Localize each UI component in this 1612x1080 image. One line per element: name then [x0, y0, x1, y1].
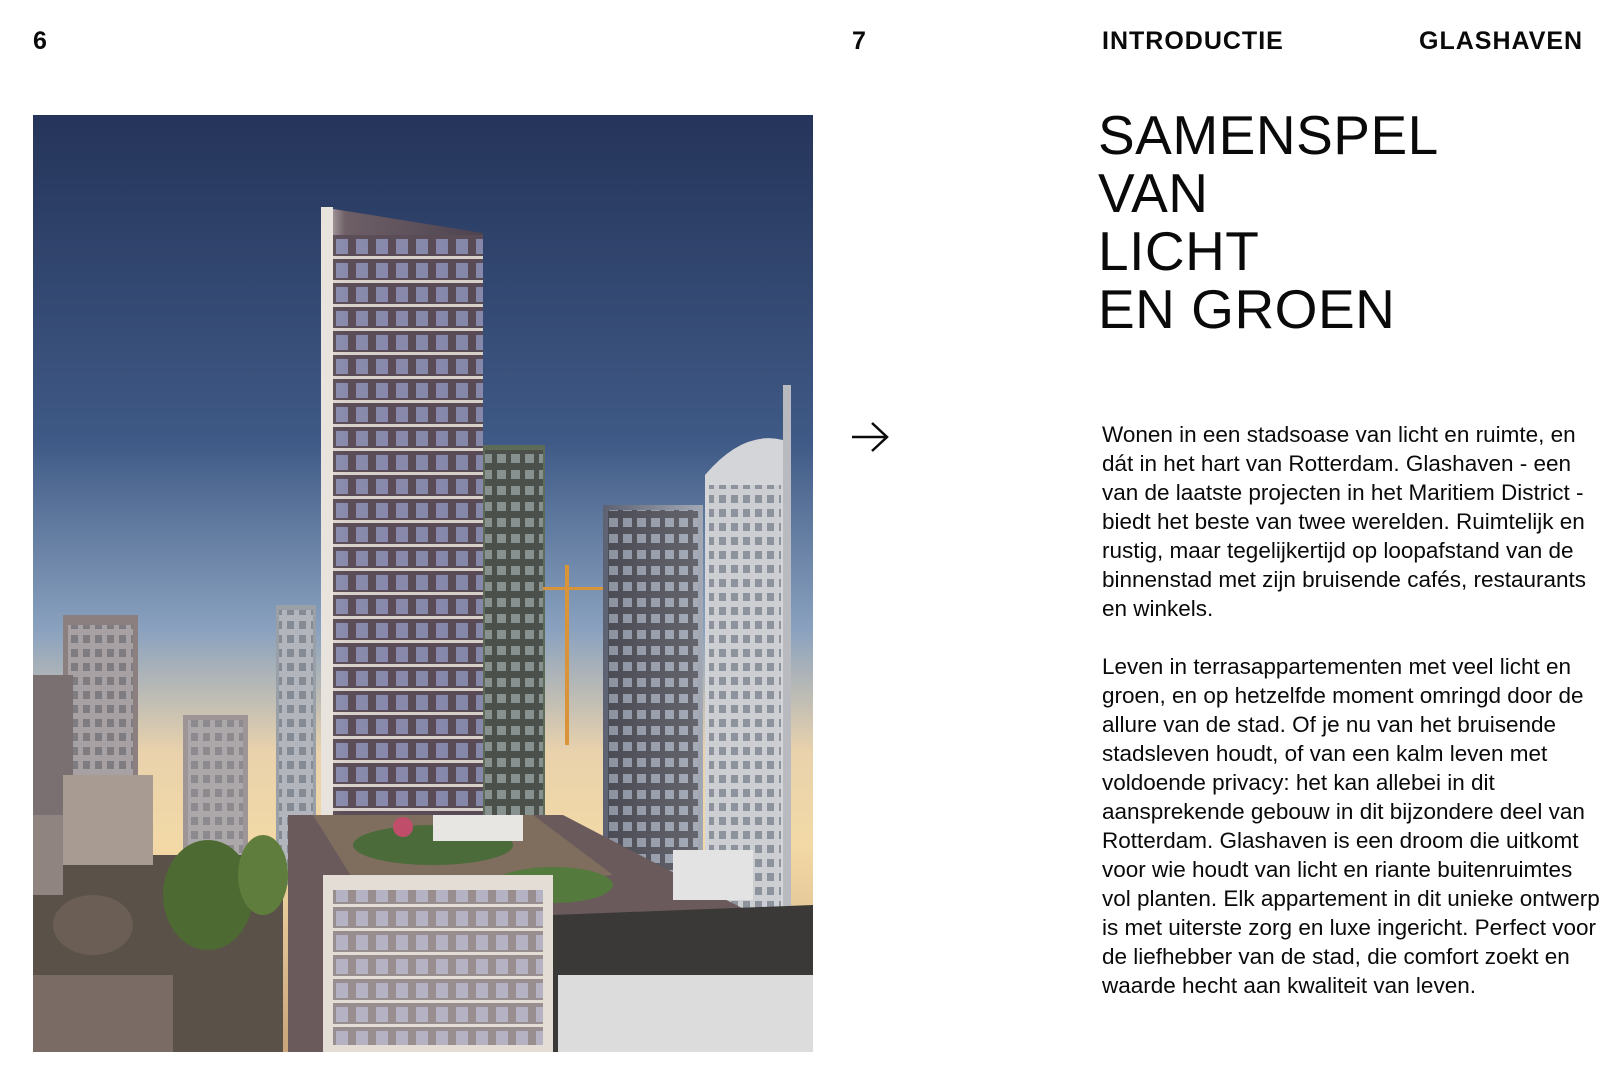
intro-body [1102, 420, 1602, 1029]
page-number-left: 6 [33, 27, 48, 55]
project-name: GLASHAVEN [1419, 27, 1584, 55]
title-line: EN GROEN [1098, 278, 1396, 340]
tower-rendering-image [33, 115, 813, 1052]
intro-paragraph-1: Wonen in een stadsoase van licht en ruimte, en dát in het hart van Rotterdam. Glashaven - een van de laatste projecten in het Maritiem District - biedt het beste van twee werelden. Ruimtelijk en rustig, maar tegelijkertijd op loopafstand van de binnenstad met zijn bruisende cafés, restaurants en winkels. [1102, 422, 1587, 621]
title-line: VAN [1098, 162, 1209, 224]
arrow-right-icon [850, 420, 890, 454]
page-number-right: 7 [852, 27, 867, 55]
spread-title [1098, 106, 1439, 338]
intro-paragraph-2: Leven in terrasappartementen met veel licht en groen, en op hetzelfde moment omringd door de allure van de stad. Of je nu van het bruisende stadsleven houdt, of van een kalm leven met voldoende privacy: het kan allebei in dit aansprekende gebouw in dit bijzondere deel van Rotterdam. Glashaven is een droom die uitkomt voor wie houdt van licht en riante buitenruimtes vol planten. Elk appartement in dit unieke ontwerp is met uiterste zorg en luxe ingericht. Perfect voor de liefhebber van de stad, die comfort zoekt en waarde hecht aan kwaliteit van leven. [1102, 654, 1600, 998]
section-heading: INTRODUCTIE [1102, 27, 1284, 55]
title-line: SAMENSPEL [1098, 104, 1439, 166]
title-line: LICHT [1098, 220, 1260, 282]
